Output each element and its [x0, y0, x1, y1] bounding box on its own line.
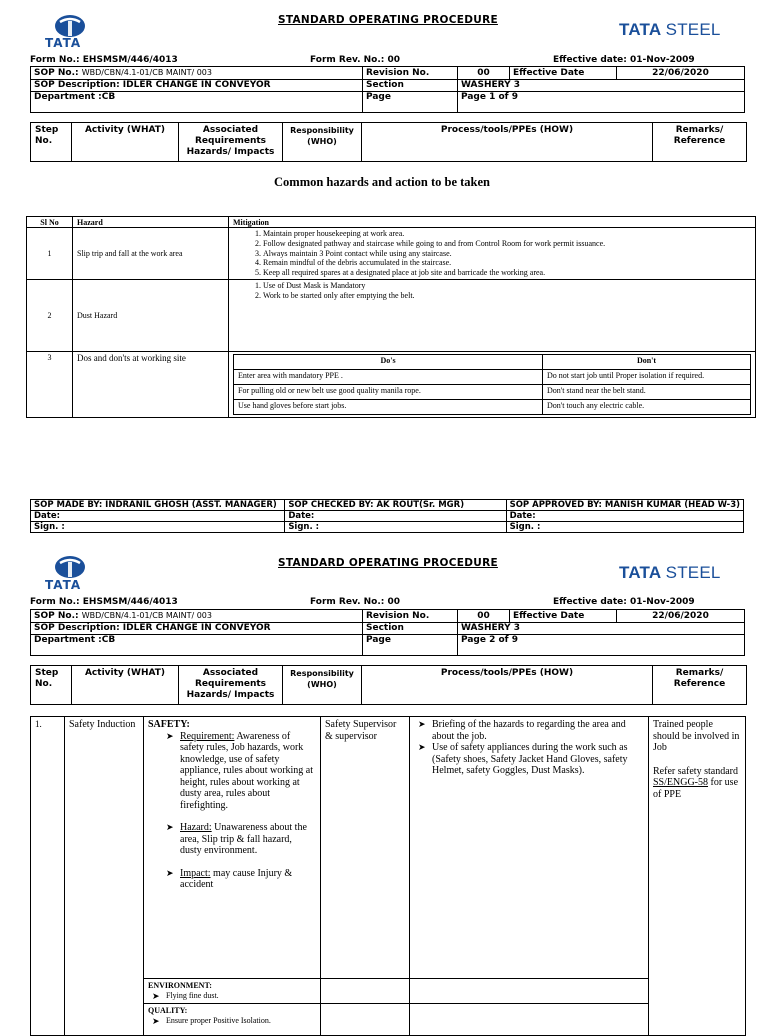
table-row	[234, 385, 751, 400]
section-value: WASHERY 3	[458, 623, 745, 635]
effective-date-value: 22/06/2020	[617, 67, 745, 80]
quality-cell	[144, 1004, 321, 1036]
form-no: Form No.: EHSMSM/446/4013	[30, 55, 178, 65]
page-label: Page	[363, 92, 458, 113]
col-step: Step No.	[31, 123, 72, 162]
col-remarks: Remarks/ Reference	[653, 666, 747, 705]
brand-thin: STEEL	[665, 20, 721, 39]
table-row	[31, 717, 746, 979]
form-rev: Form Rev. No.: 00	[310, 597, 401, 607]
list-item: 2. Work to be started only after emptying the belt.	[263, 291, 751, 301]
step-table	[30, 716, 746, 1036]
hazard-sl: 2	[27, 280, 73, 352]
col-activity: Activity (WHAT)	[72, 666, 179, 705]
list-item: 2. Follow designated pathway and staircase while going to and from Control Room for work permit issuance.	[263, 239, 751, 249]
do-item: Use hand gloves before start jobs.	[234, 400, 543, 415]
page-number: Page 1 of 9	[458, 92, 745, 113]
dont-item: Don't stand near the belt stand.	[543, 385, 751, 400]
list-item: 4. Remain mindful of the debris accumulated in the staircase.	[263, 258, 751, 268]
hazard-sl: 1	[27, 228, 73, 280]
sop-header-table	[30, 66, 745, 113]
revision-value: 00	[458, 67, 510, 80]
hazard-sl: 3	[27, 352, 73, 418]
table-row	[27, 352, 756, 418]
do-item: For pulling old or new belt use good quality manila rope.	[234, 385, 543, 400]
form-rev: Form Rev. No.: 00	[310, 55, 401, 65]
list-item: ➤ Requirement: Awareness of safety rules, Job hazards, work knowledge, use of safety appliance, rules about working at height, rules about working at dusty area, rules about firefighting.	[180, 731, 316, 812]
section-label: Section	[363, 623, 458, 635]
hazard-table	[26, 216, 756, 418]
quality-label: QUALITY:	[148, 1006, 188, 1015]
sop-checked-by: SOP CHECKED BY: AK ROUT(Sr. MGR)	[285, 500, 506, 511]
empty-cell	[410, 979, 649, 1004]
table-row	[234, 370, 751, 385]
list-item: ➤ Ensure proper Positive Isolation.	[166, 1016, 316, 1026]
col-responsibility: Responsibility (WHO)	[283, 666, 362, 705]
sign-field: Sign. :	[506, 522, 743, 533]
effective-date-label: Effective Date	[510, 67, 617, 80]
empty-cell	[410, 1004, 649, 1036]
department: Department :CB	[31, 635, 363, 656]
list-item: ➤ Flying fine dust.	[166, 991, 316, 1001]
col-remarks: Remarks/ Reference	[653, 123, 747, 162]
sop-no-cell: SOP No.: WBD/CBN/4.1-01/CB MAINT/ 003	[31, 67, 363, 80]
section-label: Section	[363, 80, 458, 92]
list-item: 3. Always maintain 3 Point contact while using any staircase.	[263, 249, 751, 259]
revision-label: Revision No.	[363, 610, 458, 623]
revision-label: Revision No.	[363, 67, 458, 80]
brand-bold: TATA	[619, 563, 661, 582]
sop-no-cell: SOP No.: WBD/CBN/4.1-01/CB MAINT/ 003	[31, 610, 363, 623]
hazard-name: Slip trip and fall at the work area	[73, 228, 229, 280]
sop-description: SOP Description: IDLER CHANGE IN CONVEYOR	[31, 80, 363, 92]
safety-label: SAFETY:	[148, 719, 190, 730]
table-row	[27, 228, 756, 280]
empty-cell	[321, 979, 410, 1004]
col-hazards: Associated Requirements Hazards/ Impacts	[179, 123, 283, 162]
date-field: Date:	[506, 511, 743, 522]
hazard-col-hazard: Hazard	[73, 217, 229, 228]
step-hazards	[144, 717, 321, 979]
list-item: ➤ Hazard: Unawareness about the area, Slip trip & fall hazard, dusty environment.	[180, 822, 316, 857]
donts-header: Don't	[543, 355, 751, 370]
sign-field: Sign. :	[31, 522, 285, 533]
col-responsibility: Responsibility (WHO)	[283, 123, 362, 162]
empty-cell	[321, 1004, 410, 1036]
tata-logo-icon	[40, 12, 100, 58]
page-number: Page 2 of 9	[458, 635, 745, 656]
step-remarks	[649, 717, 746, 1036]
column-header-table	[30, 122, 747, 162]
date-field: Date:	[285, 511, 506, 522]
hazard-col-sl: Sl No	[27, 217, 73, 228]
col-hazards: Associated Requirements Hazards/ Impacts	[179, 666, 283, 705]
effective-date: Effective date: 01-Nov-2009	[553, 55, 695, 65]
list-item: 1. Use of Dust Mask is Mandatory	[263, 281, 751, 291]
hazard-col-mitigation: Mitigation	[229, 217, 756, 228]
step-responsibility: Safety Supervisor & supervisor	[321, 717, 410, 979]
list-item: 5. Keep all required spares at a designated place at job site and barricade the working area.	[263, 268, 751, 278]
dos-donts-table	[233, 354, 751, 415]
col-activity: Activity (WHAT)	[72, 123, 179, 162]
effective-date: Effective date: 01-Nov-2009	[553, 597, 695, 607]
do-item: Enter area with mandatory PPE .	[234, 370, 543, 385]
department: Department :CB	[31, 92, 363, 113]
dont-item: Do not start job until Proper isolation if required.	[543, 370, 751, 385]
table-row	[234, 400, 751, 415]
dont-item: Don't touch any electric cable.	[543, 400, 751, 415]
sop-header-table	[30, 609, 745, 656]
logo-wordmark: TATA	[45, 36, 82, 50]
date-field: Date:	[31, 511, 285, 522]
common-hazards-title: Common hazards and action to be taken	[274, 175, 490, 189]
mitigation-cell	[229, 280, 756, 352]
list-item: ➤ Use of safety appliances during the work such as (Safety shoes, Safety Jacket Hand Gloves, safety Helmet, safety Goggles, Dust Masks).	[432, 742, 644, 777]
brand-wordmark	[619, 20, 721, 40]
brand-bold: TATA	[619, 20, 661, 39]
effective-date-value: 22/06/2020	[617, 610, 745, 623]
step-activity: Safety Induction	[65, 717, 144, 1036]
dos-donts-cell	[229, 352, 756, 418]
hazard-name: Dos and don'ts at working site	[73, 352, 229, 418]
section-value: WASHERY 3	[458, 80, 745, 92]
effective-date-label: Effective Date	[510, 610, 617, 623]
col-process: Process/tools/PPEs (HOW)	[362, 123, 653, 162]
step-no: 1.	[31, 717, 65, 1036]
form-no: Form No.: EHSMSM/446/4013	[30, 597, 178, 607]
sop-approved-by: SOP APPROVED BY: MANISH KUMAR (HEAD W-3)	[506, 500, 743, 511]
column-header-table	[30, 665, 747, 705]
sign-field: Sign. :	[285, 522, 506, 533]
table-row	[27, 280, 756, 352]
sop-made-by: SOP MADE BY: INDRANIL GHOSH (ASST. MANAGER)	[31, 500, 285, 511]
document-title: STANDARD OPERATING PROCEDURE	[278, 14, 498, 26]
list-item: ➤ Impact: may cause Injury & accident	[180, 868, 316, 891]
list-item: 1. Maintain proper housekeeping at work area.	[263, 229, 751, 239]
dos-header: Do's	[234, 355, 543, 370]
sop-description: SOP Description: IDLER CHANGE IN CONVEYOR	[31, 623, 363, 635]
brand-wordmark	[619, 563, 721, 583]
environment-label: ENVIRONMENT:	[148, 981, 212, 990]
remarks-standard: Refer safety standard SS/ENGG-58 for use of PPE	[653, 765, 739, 800]
remarks-trained: Trained people should be involved in Job	[653, 719, 740, 753]
col-process: Process/tools/PPEs (HOW)	[362, 666, 653, 705]
logo-wordmark: TATA	[45, 578, 82, 592]
tata-logo-icon	[40, 553, 100, 599]
environment-cell	[144, 979, 321, 1004]
revision-value: 00	[458, 610, 510, 623]
col-step: Step No.	[31, 666, 72, 705]
step-process	[410, 717, 649, 979]
mitigation-cell	[229, 228, 756, 280]
list-item: ➤ Briefing of the hazards to regarding the area and about the job.	[432, 719, 644, 742]
signature-table	[30, 499, 744, 533]
page-label: Page	[363, 635, 458, 656]
brand-thin: STEEL	[665, 563, 721, 582]
hazard-name: Dust Hazard	[73, 280, 229, 352]
document-title: STANDARD OPERATING PROCEDURE	[278, 557, 498, 569]
